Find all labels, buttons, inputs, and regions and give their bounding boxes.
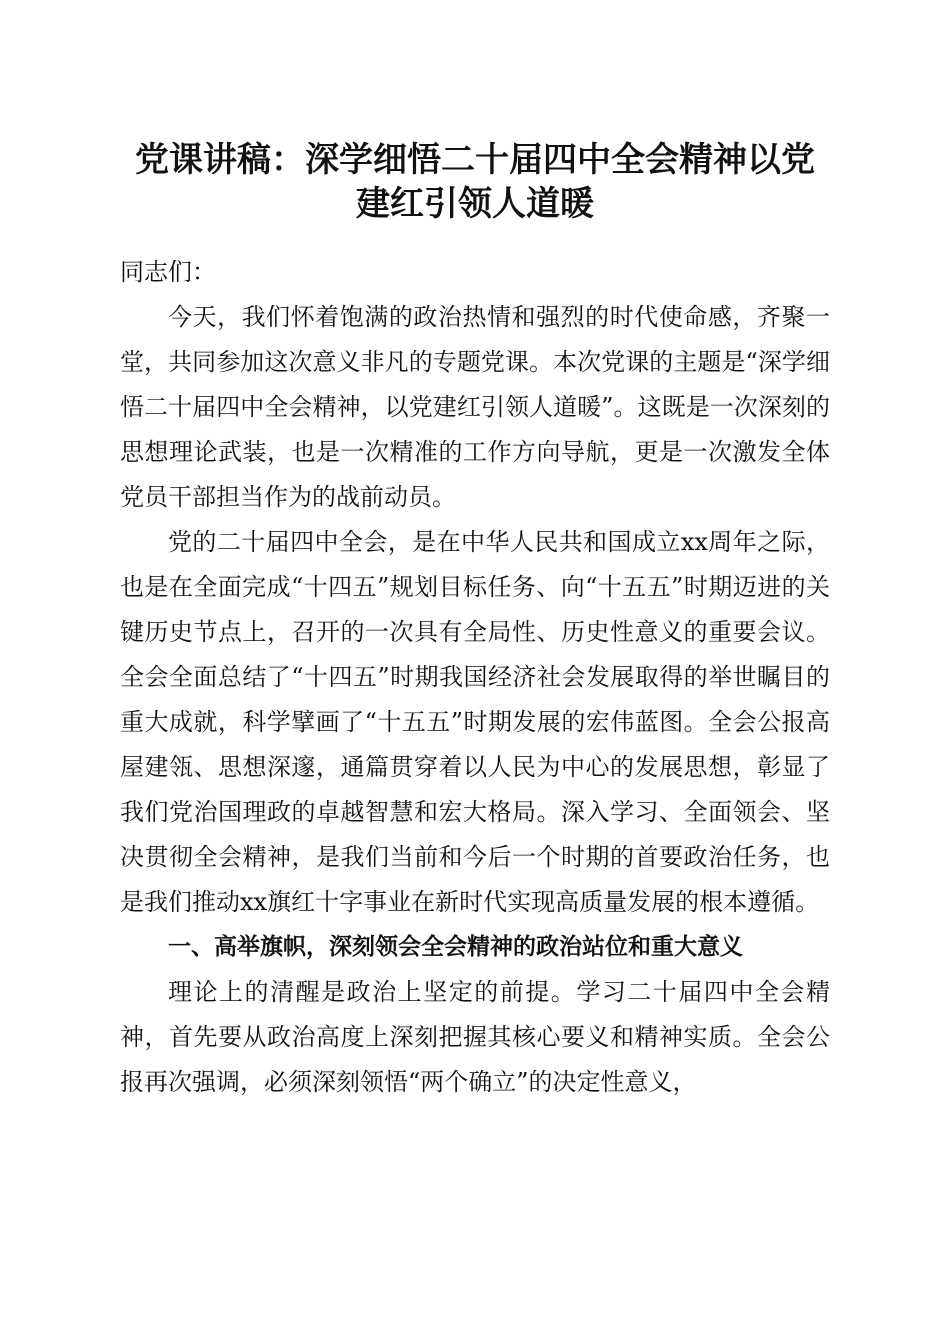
document-body <box>120 250 830 1105</box>
title-line-1: 党课讲稿：深学细悟二十届四中全会精神以党 <box>135 140 815 180</box>
document-title <box>110 138 840 226</box>
section-heading-1: 一、高举旗帜，深刻领会全会精神的政治站位和重大意义 <box>168 934 743 960</box>
salutation: 同志们： <box>120 258 216 286</box>
paragraph-section-1: 理论上的清醒是政治上坚定的前提。学习二十届四中全会精神，首先要从政治高度上深刻把握其核心要义和精神实质。全会公报再次强调，必须深刻领悟“两个确立”的决定性意义， <box>120 978 830 1096</box>
title-line-2: 建红引领人道暖 <box>356 184 594 224</box>
paragraph-background: 党的二十届四中全会，是在中华人民共和国成立xx周年之际，也是在全面完成“十四五”规划目标任务、向“十五五”时期迈进的关键历史节点上，召开的一次具有全局性、历史性意义的重要会议。全会全面总结了“十四五”时期我国经济社会发展取得的举世瞩目的重大成就，科学擘画了“十五五”时期发展的宏伟蓝图。全会公报高屋建瓴、思想深邃，通篇贯穿着以人民为中心的发展思想，彰显了我们党治国理政的卓越智慧和宏大格局。深入学习、全面领会、坚决贯彻全会精神，是我们当前和今后一个时期的首要政治任务，也是我们推动xx旗红十字事业在新时代实现高质量发展的根本遵循。 <box>120 528 830 916</box>
paragraph-intro: 今天，我们怀着饱满的政治热情和强烈的时代使命感，齐聚一堂，共同参加这次意义非凡的专题党课。本次党课的主题是“深学细悟二十届四中全会精神，以党建红引领人道暖”。这既是一次深刻的思想理论武装，也是一次精准的工作方向导航，更是一次激发全体党员干部担当作为的战前动员。 <box>120 303 830 511</box>
